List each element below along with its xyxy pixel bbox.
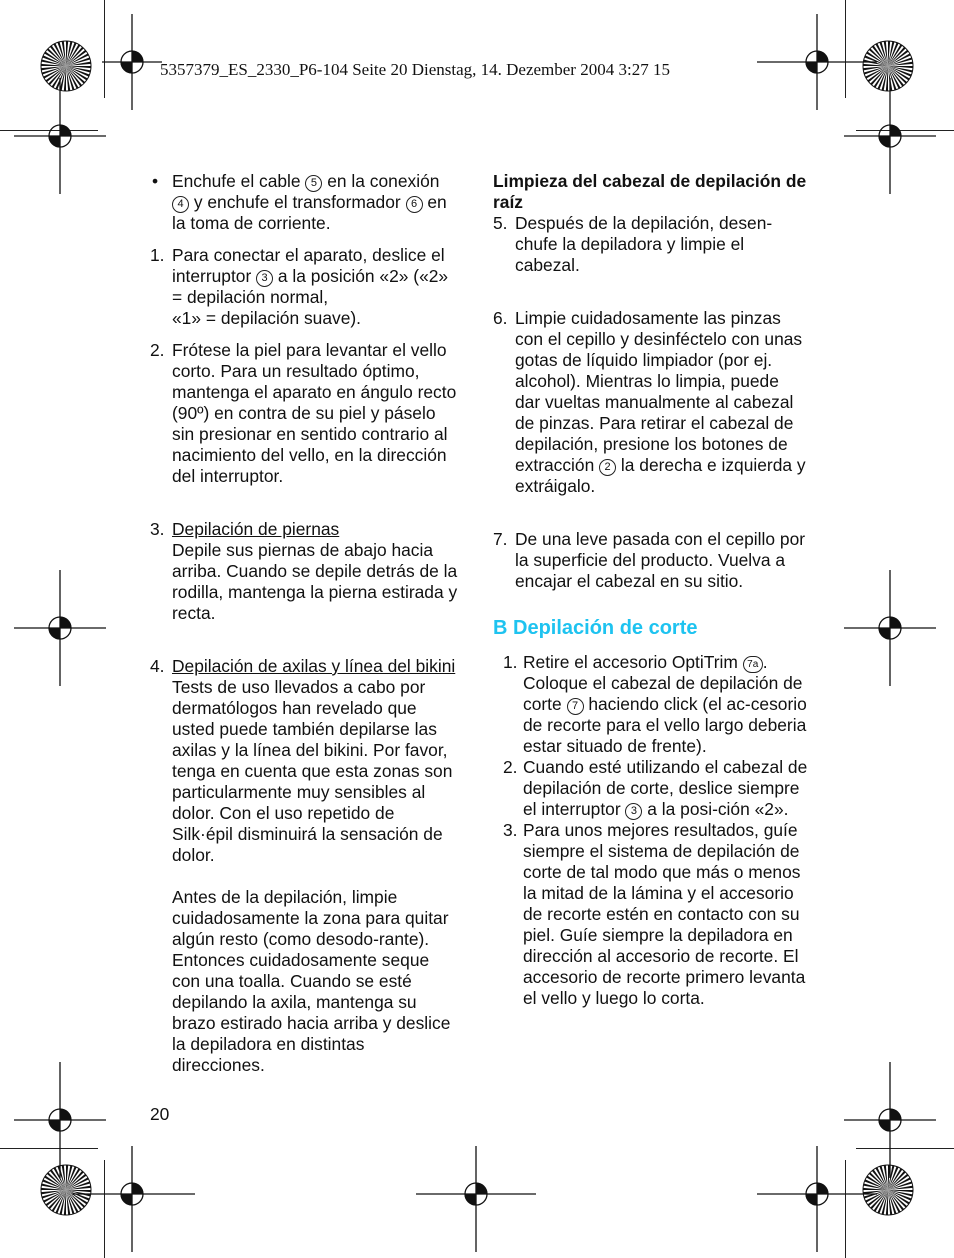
- section-b-list: [493, 652, 808, 1009]
- registration-mark-icon: [0, 76, 120, 196]
- left-column: [150, 171, 460, 1076]
- item-3-title: Depilación de piernas: [172, 519, 340, 539]
- callout-7a-icon: 7a: [743, 656, 763, 673]
- callout-3-icon: 3: [625, 803, 642, 820]
- list-item-6: 6. Limpie cuidadosamente las pinzas con el cepillo y desinféctelo con unas gotas de líquido limpiador (por ej. alcohol). Mientras lo limpia, puede dar vueltas manualmente al cabezal de pinzas. Para retirar el cabezal de depilación, presione los botones de extracción 2 la derecha e izquierda y extráigalo.: [493, 308, 806, 496]
- item-4-title: Depilación de axilas y línea del bikini: [172, 656, 456, 676]
- star-target-icon: [862, 40, 914, 92]
- list-item-b1: 1. Retire el accesorio OptiTrim 7a . Coloque el cabezal de depilación de corte 7 haciendo click (el ac-cesorio de recorte para el vello largo deberia estar situado de frente).: [503, 652, 807, 756]
- star-target-icon: [862, 1164, 914, 1216]
- callout-3-icon: 3: [256, 270, 273, 287]
- list-item-3: 3. Depilación de piernas Depile sus piernas de abajo hacia arriba. Cuando se depile detrás de la rodilla, mantenga la pierna estirada y recta.: [150, 519, 460, 624]
- callout-6-icon: 6: [406, 196, 423, 213]
- list-item-bullet: • Enchufe el cable 5 en la conexión 4 y enchufe el transformador 6 en la toma de corriente.: [152, 171, 447, 233]
- list-item-7: 7. De una leve pasada con el cepillo por la superficie del producto. Vuelva a encajar el cabezal en su sitio.: [493, 529, 806, 591]
- print-slug: 5357379_ES_2330_P6-104 Seite 20 Dienstag, 14. Dezember 2004 3:27 15: [160, 60, 670, 79]
- callout-7-icon: 7: [567, 698, 584, 715]
- registration-mark-icon: [830, 76, 950, 196]
- list-item-b3: 3. Para unos mejores resultados, guíe siempre el sistema de depilación de corte de tal modo que más o menos la mitad de la lámina y el accesorio de recorte estén en contacto con su piel. Guíe siempre la depiladora en dirección al accesorio de recorte. El accesorio de recorte primero levanta el vello y luego lo corta.: [503, 820, 806, 1008]
- list-item-2: 2. Frótese la piel para levantar el vello corto. Para un resultado óptimo, mantenga el aparato en ángulo recto (90º) en contra de su piel y páselo sin presionar en sentido contrario al nacimiento del vello, en la dirección del interruptor.: [150, 340, 457, 486]
- callout-2-icon: 2: [599, 459, 616, 476]
- page-number: 20: [150, 1104, 170, 1124]
- right-column: [493, 171, 808, 1009]
- star-target-icon: [40, 1164, 92, 1216]
- list-item-b2: 2. Cuando esté utilizando el cabezal de depilación de corte, deslice siempre el interruptor 3 a la posi-ción «2».: [503, 757, 808, 819]
- list-item-1: 1. Para conectar el aparato, deslice el interruptor 3 a la posición «2» («2» = depilación normal, «1» = depilación suave).: [150, 245, 449, 328]
- registration-mark-icon: [414, 1144, 538, 1254]
- registration-mark-icon: [830, 568, 950, 688]
- list-item-5: 5. Después de la depilación, desen-chufe la depiladora y limpie el cabezal.: [493, 213, 773, 275]
- cleaning-heading: Limpieza del cabezal de depilación de raíz: [493, 171, 807, 212]
- callout-4-icon: 4: [172, 196, 189, 213]
- list-item-4: 4. Depilación de axilas y línea del bikini Tests de uso llevados a cabo por dermatólogos han revelado que usted puede también depilarse las axilas y la línea del bikini. Por favor, tenga en cuenta que esta zonas son particularmente muy sensibles al dolor. Con el uso repetido de Silk·épil disminuirá la sensación de dolor. Antes de la depilación, limpie cuidadosamente la zona para quitar algún resto (como desodo-rante). Entonces cuidadosamente seque con una toalla. Cuando se esté depilando la axila, mantenga su brazo estirado hacia arriba y deslice la depiladora en distintas direcciones.: [150, 656, 460, 1076]
- registration-mark-icon: [0, 568, 120, 688]
- star-target-icon: [40, 40, 92, 92]
- callout-5-icon: 5: [305, 175, 322, 192]
- section-title: B Depilación de corte: [493, 617, 698, 639]
